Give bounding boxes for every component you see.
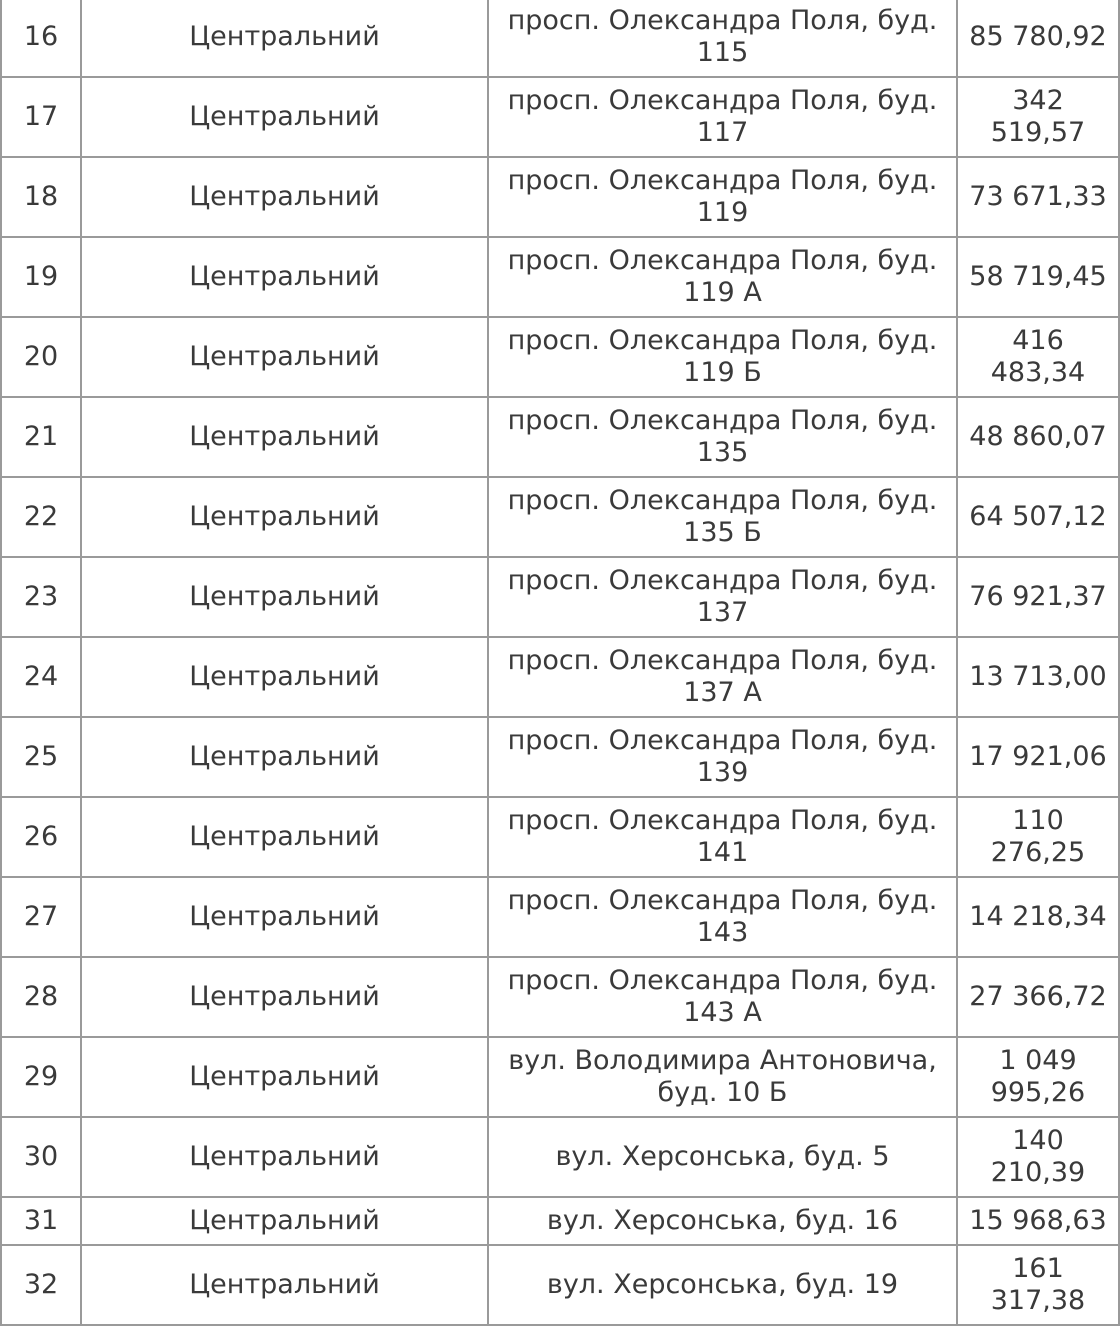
amount-line: 416	[1012, 325, 1064, 356]
amount-cell	[957, 157, 1119, 237]
amount-cell	[957, 1117, 1119, 1197]
district-cell: Центральний	[81, 877, 488, 957]
amount-cell	[957, 1037, 1119, 1117]
district-cell: Центральний	[81, 637, 488, 717]
table-row	[1, 157, 1119, 237]
table-row	[1, 637, 1119, 717]
amount-cell	[957, 397, 1119, 477]
address-line: просп. Олександра Поля, буд.	[507, 325, 938, 356]
amount-cell	[957, 717, 1119, 797]
district-cell: Центральний	[81, 557, 488, 637]
address-line: 135 Б	[683, 517, 762, 548]
amount-cell	[957, 637, 1119, 717]
district-cell: Центральний	[81, 797, 488, 877]
address-line: 137	[696, 597, 749, 628]
row-number-cell: 25	[1, 717, 81, 797]
row-number-cell: 28	[1, 957, 81, 1037]
row-number-cell: 23	[1, 557, 81, 637]
row-number-cell: 22	[1, 477, 81, 557]
amount-line: 14 218,34	[969, 901, 1107, 932]
amount-line: 17 921,06	[969, 741, 1107, 772]
table-row	[1, 237, 1119, 317]
address-line: просп. Олександра Поля, буд.	[507, 165, 938, 196]
address-cell	[488, 477, 957, 557]
table-row	[1, 1197, 1119, 1245]
amount-line: 73 671,33	[969, 181, 1107, 212]
address-cell	[488, 877, 957, 957]
address-cell	[488, 1037, 957, 1117]
row-number-cell: 19	[1, 237, 81, 317]
amount-cell	[957, 237, 1119, 317]
row-number-cell: 18	[1, 157, 81, 237]
row-number-cell: 29	[1, 1037, 81, 1117]
row-number-cell: 17	[1, 77, 81, 157]
amount-line: 317,38	[990, 1285, 1086, 1316]
amount-line: 85 780,92	[969, 21, 1107, 52]
address-cell	[488, 557, 957, 637]
district-cell: Центральний	[81, 397, 488, 477]
address-line: просп. Олександра Поля, буд.	[507, 5, 938, 36]
address-line: просп. Олександра Поля, буд.	[507, 245, 938, 276]
amount-line: 1 049	[999, 1045, 1077, 1076]
address-cell	[488, 237, 957, 317]
address-line: 119 Б	[683, 357, 762, 388]
district-cell: Центральний	[81, 477, 488, 557]
amount-line: 13 713,00	[969, 661, 1107, 692]
address-line: 117	[696, 117, 749, 148]
amount-line: 48 860,07	[969, 421, 1107, 452]
amount-line: 27 366,72	[969, 981, 1107, 1012]
table-row	[1, 317, 1119, 397]
district-cell: Центральний	[81, 717, 488, 797]
address-cell	[488, 1117, 957, 1197]
amount-line: 58 719,45	[969, 261, 1107, 292]
row-number-cell: 24	[1, 637, 81, 717]
amount-cell	[957, 1245, 1119, 1325]
address-line: просп. Олександра Поля, буд.	[507, 565, 938, 596]
amount-line: 15 968,63	[969, 1205, 1107, 1236]
address-cell	[488, 797, 957, 877]
address-cell	[488, 0, 957, 77]
address-line: просп. Олександра Поля, буд.	[507, 805, 938, 836]
amount-line: 64 507,12	[969, 501, 1107, 532]
address-cell	[488, 717, 957, 797]
address-line: 143 А	[683, 997, 762, 1028]
table-row	[1, 557, 1119, 637]
address-line: просп. Олександра Поля, буд.	[507, 645, 938, 676]
amount-cell	[957, 77, 1119, 157]
district-cell: Центральний	[81, 0, 488, 77]
amount-cell	[957, 557, 1119, 637]
district-cell: Центральний	[81, 317, 488, 397]
address-line: вул. Володимира Антоновича,	[508, 1045, 937, 1076]
table-row	[1, 0, 1119, 77]
address-line: просп. Олександра Поля, буд.	[507, 485, 938, 516]
amount-line: 161	[1012, 1253, 1064, 1284]
district-cell: Центральний	[81, 1245, 488, 1325]
district-cell: Центральний	[81, 1197, 488, 1245]
address-line: 137 А	[683, 677, 762, 708]
district-cell: Центральний	[81, 157, 488, 237]
amount-line: 110	[1012, 805, 1064, 836]
address-line: 119 А	[683, 277, 762, 308]
address-line: 119	[696, 197, 749, 228]
address-line: просп. Олександра Поля, буд.	[507, 85, 938, 116]
amount-cell	[957, 317, 1119, 397]
address-cell	[488, 317, 957, 397]
table-row	[1, 877, 1119, 957]
table-row	[1, 1117, 1119, 1197]
address-line: 143	[696, 917, 749, 948]
table-row	[1, 1037, 1119, 1117]
table-row	[1, 957, 1119, 1037]
district-cell: Центральний	[81, 1117, 488, 1197]
address-line: вул. Херсонська, буд. 16	[546, 1205, 899, 1236]
address-cell	[488, 637, 957, 717]
table-body	[1, 0, 1119, 1325]
row-number-cell: 30	[1, 1117, 81, 1197]
table-row	[1, 477, 1119, 557]
amount-line: 483,34	[990, 357, 1086, 388]
amount-cell	[957, 1197, 1119, 1245]
address-cell	[488, 1197, 957, 1245]
address-line: 141	[696, 837, 749, 868]
row-number-cell: 27	[1, 877, 81, 957]
address-cell	[488, 1245, 957, 1325]
address-cell	[488, 157, 957, 237]
district-cell: Центральний	[81, 237, 488, 317]
table-row	[1, 1245, 1119, 1325]
amount-line: 995,26	[990, 1077, 1086, 1108]
row-number-cell: 21	[1, 397, 81, 477]
address-line: просп. Олександра Поля, буд.	[507, 885, 938, 916]
amount-line: 140	[1012, 1125, 1064, 1156]
amount-line: 276,25	[990, 837, 1086, 868]
address-line: вул. Херсонська, буд. 19	[546, 1269, 899, 1300]
amount-line: 519,57	[990, 117, 1086, 148]
address-line: просп. Олександра Поля, буд.	[507, 405, 938, 436]
row-number-cell: 32	[1, 1245, 81, 1325]
amount-cell	[957, 797, 1119, 877]
amount-cell	[957, 877, 1119, 957]
district-cell: Центральний	[81, 957, 488, 1037]
amount-cell	[957, 0, 1119, 77]
table-row	[1, 717, 1119, 797]
address-cell	[488, 77, 957, 157]
address-line: просп. Олександра Поля, буд.	[507, 725, 938, 756]
amount-cell	[957, 477, 1119, 557]
address-line: вул. Херсонська, буд. 5	[555, 1141, 890, 1172]
address-line: просп. Олександра Поля, буд.	[507, 965, 938, 996]
amount-line: 76 921,37	[969, 581, 1107, 612]
address-line: буд. 10 Б	[657, 1077, 788, 1108]
address-cell	[488, 957, 957, 1037]
row-number-cell: 26	[1, 797, 81, 877]
amount-line: 342	[1012, 85, 1064, 116]
district-cell: Центральний	[81, 77, 488, 157]
address-line: 115	[696, 37, 749, 68]
address-line: 135	[696, 437, 749, 468]
row-number-cell: 20	[1, 317, 81, 397]
row-number-cell: 31	[1, 1197, 81, 1245]
district-cell: Центральний	[81, 1037, 488, 1117]
address-line: 139	[696, 757, 749, 788]
amount-line: 210,39	[990, 1157, 1086, 1188]
address-cell	[488, 397, 957, 477]
row-number-cell: 16	[1, 0, 81, 77]
table-row	[1, 77, 1119, 157]
table-row	[1, 797, 1119, 877]
amount-cell	[957, 957, 1119, 1037]
table-row	[1, 397, 1119, 477]
